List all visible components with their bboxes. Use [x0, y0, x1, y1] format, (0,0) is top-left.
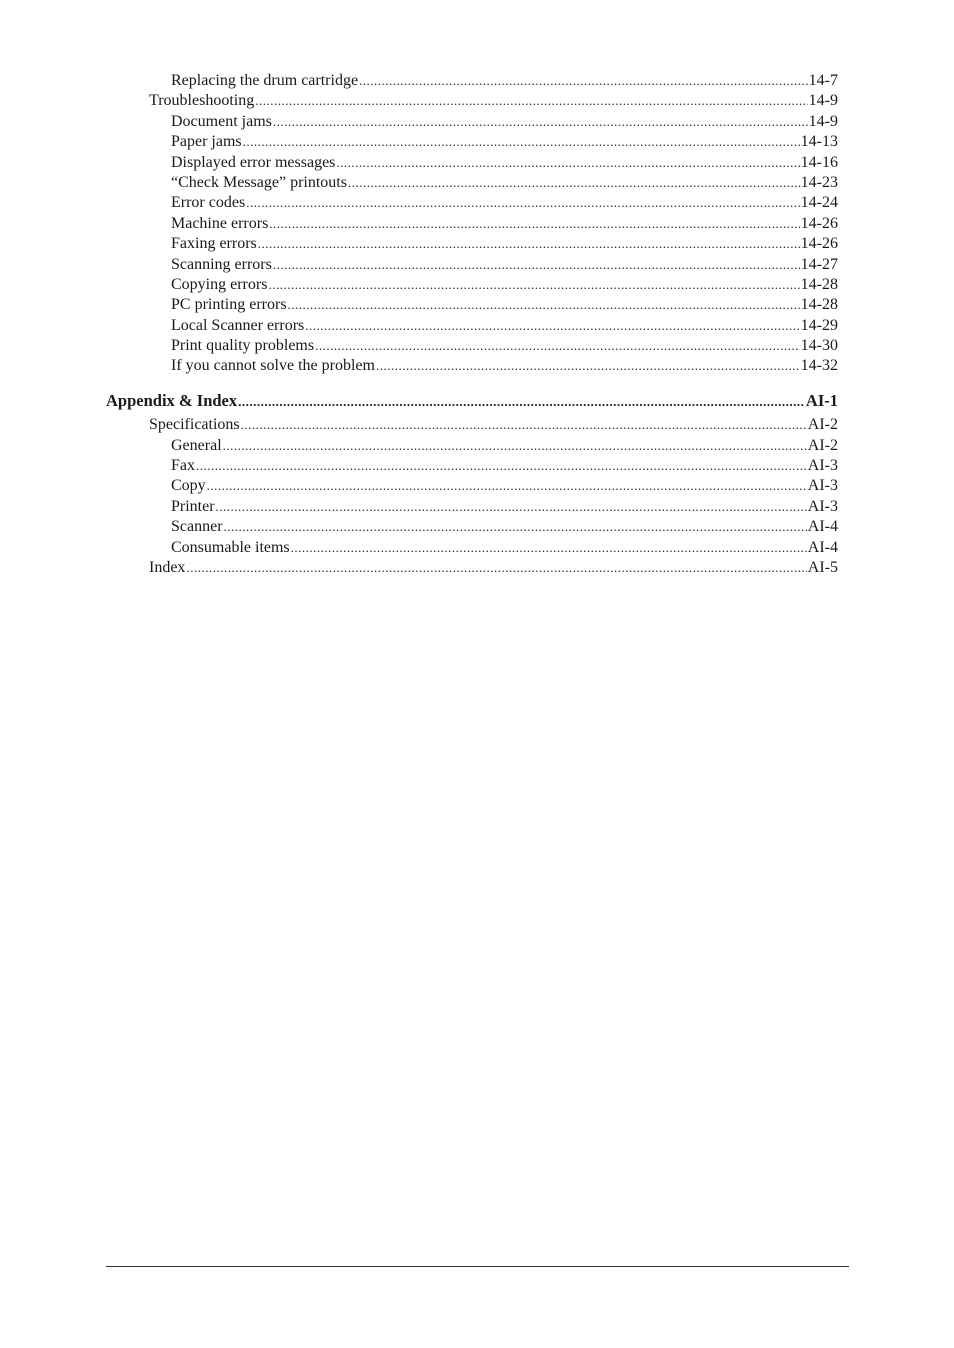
- toc-entry-page: AI-2: [807, 416, 838, 434]
- dot-leader: [243, 132, 800, 152]
- footer-rule: [106, 1266, 849, 1267]
- toc-entry[interactable]: [106, 275, 838, 295]
- toc-entry[interactable]: [106, 91, 838, 111]
- toc-entry-title: Fax: [171, 457, 195, 475]
- dot-leader: [196, 456, 807, 476]
- dot-leader: [186, 558, 806, 578]
- dot-leader: [291, 538, 807, 558]
- toc-entry-page: AI-4: [807, 518, 838, 536]
- toc-entry-page: 14-9: [808, 112, 838, 130]
- toc-entry-title: Troubleshooting: [149, 92, 255, 110]
- toc-entry-page: AI-3: [807, 457, 838, 475]
- toc-entry-page: 14-26: [800, 214, 838, 232]
- toc-entry[interactable]: [106, 497, 838, 517]
- toc-entry-title: Copy: [171, 477, 206, 495]
- toc-entry-page: 14-24: [800, 194, 838, 212]
- toc-entry[interactable]: [106, 234, 838, 254]
- toc-entry-page: 14-7: [808, 72, 838, 89]
- toc-entry-title: Consumable items: [171, 538, 290, 556]
- toc-entry-title: Displayed error messages: [171, 153, 336, 171]
- toc-entry-title: Machine errors: [171, 214, 269, 232]
- toc-entry-page: 14-28: [800, 296, 838, 314]
- toc-entry-page: AI-5: [807, 558, 838, 576]
- toc-entry[interactable]: [106, 214, 838, 234]
- toc-entry-page: 14-9: [808, 92, 838, 110]
- toc-entry-title: Replacing the drum cartridge: [171, 72, 359, 89]
- toc-entry-page: AI-3: [807, 477, 838, 495]
- toc-entry[interactable]: [106, 558, 838, 578]
- toc-entry[interactable]: [106, 71, 838, 91]
- dot-leader: [348, 173, 800, 193]
- toc-entry-title: Error codes: [171, 194, 246, 212]
- toc-entry[interactable]: [106, 456, 838, 476]
- toc-entry-page: 14-32: [800, 357, 838, 375]
- toc-entry-title: Printer: [171, 497, 215, 515]
- toc-entry-title: Appendix & Index: [106, 390, 238, 410]
- toc-entry-title: Copying errors: [171, 275, 268, 293]
- toc-entry[interactable]: [106, 316, 838, 336]
- dot-leader: [241, 415, 807, 435]
- table-of-contents: [106, 71, 838, 578]
- toc-entry[interactable]: [106, 436, 838, 456]
- toc-entry-title: Scanning errors: [171, 255, 272, 273]
- dot-leader: [246, 193, 799, 213]
- toc-entry-page: AI-3: [807, 497, 838, 515]
- toc-entry[interactable]: [106, 132, 838, 152]
- dot-leader: [359, 71, 808, 91]
- dot-leader: [255, 91, 807, 111]
- toc-entry-page: 14-30: [800, 337, 838, 355]
- dot-leader: [269, 214, 799, 234]
- dot-leader: [223, 436, 807, 456]
- dot-leader: [336, 153, 799, 173]
- toc-entry[interactable]: [106, 356, 838, 376]
- toc-entry[interactable]: [106, 517, 838, 537]
- toc-entry[interactable]: [106, 112, 838, 132]
- dot-leader: [315, 336, 800, 356]
- dot-leader: [288, 295, 800, 315]
- toc-entry-page: AI-1: [805, 390, 838, 410]
- dot-leader: [224, 517, 807, 537]
- toc-entry[interactable]: [106, 153, 838, 173]
- toc-entry-page: AI-2: [807, 436, 838, 454]
- toc-entry-title: Specifications: [149, 416, 240, 434]
- toc-entry-title: General: [171, 436, 222, 454]
- dot-leader: [273, 255, 800, 275]
- toc-entry-page: 14-29: [800, 316, 838, 334]
- toc-section-appendix-index[interactable]: [106, 391, 838, 411]
- toc-entry-page: 14-13: [800, 133, 838, 151]
- toc-entry[interactable]: [106, 193, 838, 213]
- toc-entry-title: Faxing errors: [171, 235, 257, 253]
- toc-entry-title: Index: [149, 558, 186, 576]
- toc-entry-title: Print quality problems: [171, 337, 315, 355]
- toc-entry[interactable]: [106, 295, 838, 315]
- toc-group-appendix: [106, 415, 838, 578]
- toc-entry-page: 14-23: [800, 173, 838, 191]
- toc-entry-page: AI-4: [807, 538, 838, 556]
- toc-entry[interactable]: [106, 173, 838, 193]
- toc-entry-title: If you cannot solve the problem: [171, 357, 375, 375]
- dot-leader: [207, 476, 807, 496]
- toc-entry[interactable]: [106, 415, 838, 435]
- toc-entry-page: 14-28: [800, 275, 838, 293]
- toc-entry-title: PC printing errors: [171, 296, 287, 314]
- toc-entry-title: Local Scanner errors: [171, 316, 305, 334]
- toc-entry-page: 14-27: [800, 255, 838, 273]
- dot-leader: [216, 497, 807, 517]
- toc-entry[interactable]: [106, 336, 838, 356]
- toc-entry-page: 14-16: [800, 153, 838, 171]
- toc-group-troubleshooting: [106, 71, 838, 377]
- toc-entry[interactable]: [106, 476, 838, 496]
- dot-leader: [238, 392, 805, 412]
- toc-entry-title: “Check Message” printouts: [171, 173, 347, 191]
- toc-entry-page: 14-26: [800, 235, 838, 253]
- dot-leader: [376, 356, 800, 376]
- toc-entry[interactable]: [106, 255, 838, 275]
- dot-leader: [273, 112, 808, 132]
- toc-entry-title: Paper jams: [171, 133, 242, 151]
- toc-entry-title: Document jams: [171, 112, 272, 130]
- dot-leader: [258, 234, 800, 254]
- toc-entry[interactable]: [106, 538, 838, 558]
- dot-leader: [305, 316, 799, 336]
- dot-leader: [268, 275, 799, 295]
- toc-entry-title: Scanner: [171, 518, 223, 536]
